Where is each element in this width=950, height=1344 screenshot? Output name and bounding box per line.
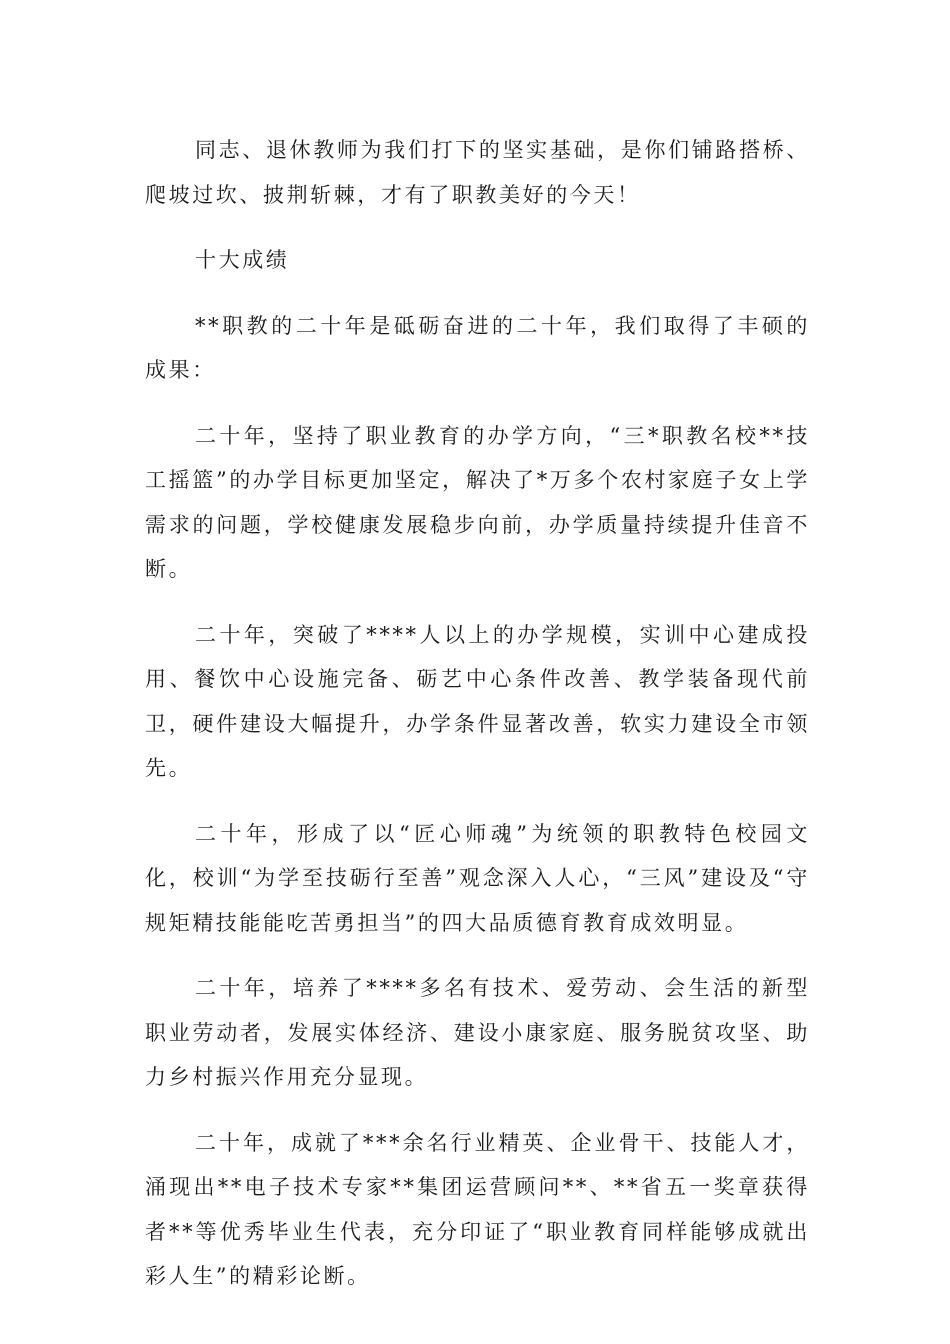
paragraph-achievement-scale: 二十年，突破了****人以上的办学规模，实训中心建成投用、餐饮中心设施完备、砺艺中心条件改善、教学装备现代前卫，硬件建设大幅提升，办学条件显著改善，软实力建设全市领先。 bbox=[145, 622, 810, 780]
paragraph-continued-thanks: 同志、退休教师为我们打下的坚实基础，是你们铺路搭桥、爬坡过坎、披荆斩棘，才有了职教美好的今天！ bbox=[145, 138, 810, 207]
document-body bbox=[145, 128, 810, 1320]
paragraph-achievement-culture: 二十年，形成了以“匠心师魂”为统领的职教特色校园文化，校训“为学至技砺行至善”观念深入人心，“三风”建设及“守规矩精技能能吃苦勇担当”的四大品质德育教育成效明显。 bbox=[145, 821, 810, 935]
paragraph-achievement-direction: 二十年，坚持了职业教育的办学方向，“三*职教名校**技工摇篮”的办学目标更加坚定，解决了*万多个农村家庭子女上学需求的问题，学校健康发展稳步向前，办学质量持续提升佳音不断。 bbox=[145, 423, 810, 581]
paragraph-achievement-graduates: 二十年，成就了***余名行业精英、企业骨干、技能人才，涌现出**电子技术专家**集团运营顾问**、**省五一奖章获得者**等优秀毕业生代表，充分印证了“职业教育同样能够成就出彩人生”的精彩论断。 bbox=[145, 1130, 810, 1288]
paragraph-intro-achievements: **职教的二十年是砥砺奋进的二十年，我们取得了丰硕的成果： bbox=[145, 313, 810, 382]
section-heading-ten-achievements: 十大成绩 bbox=[195, 248, 290, 272]
paragraph-achievement-training: 二十年，培养了****多名有技术、爱劳动、会生活的新型职业劳动者，发展实体经济、建设小康家庭、服务脱贫攻坚、助力乡村振兴作用充分显现。 bbox=[145, 976, 810, 1089]
